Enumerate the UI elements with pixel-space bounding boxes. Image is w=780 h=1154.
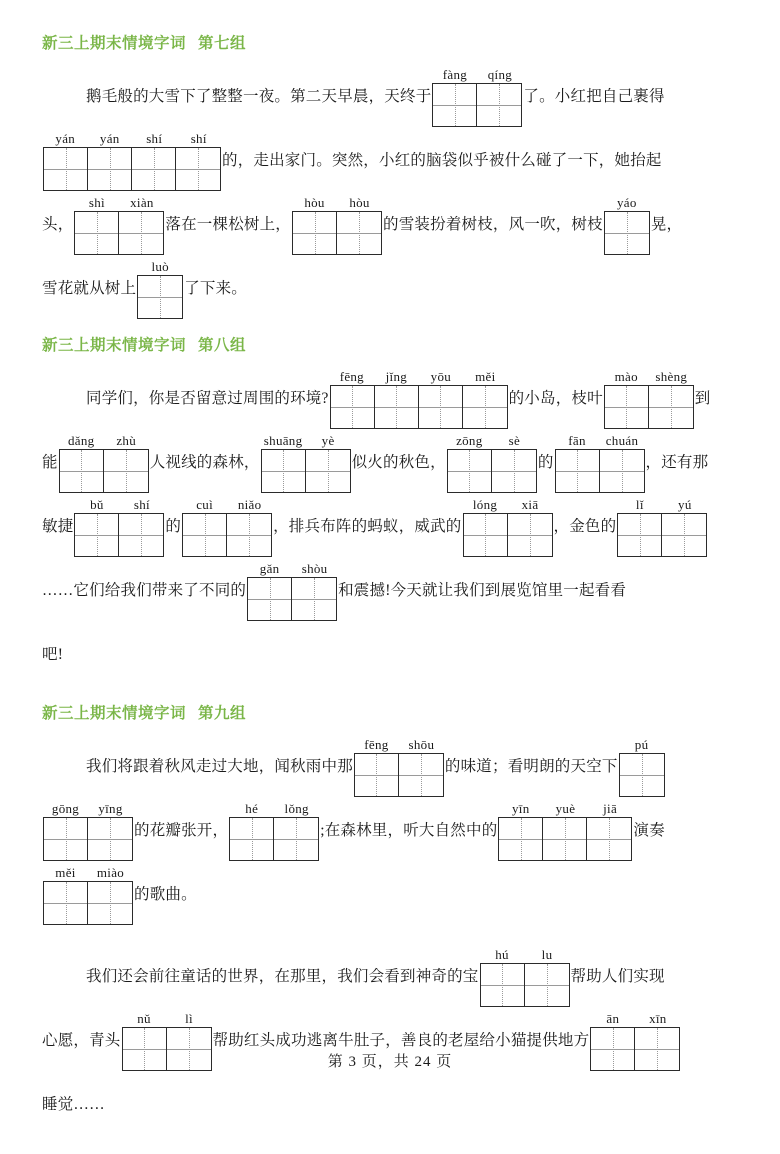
sentence-text: 的雪装扮着树枝，风一吹，树枝 (383, 215, 603, 233)
section-heading (42, 336, 742, 356)
character-cell[interactable] (464, 514, 508, 556)
pinyin-syllable: gōng (51, 800, 80, 816)
pinyin-writing-blank[interactable] (229, 801, 319, 861)
pinyin-writing-blank[interactable] (354, 737, 444, 797)
character-grid[interactable] (555, 449, 645, 493)
character-cell[interactable] (433, 84, 477, 126)
pinyin-writing-blank[interactable] (330, 369, 508, 429)
text-line (42, 862, 742, 926)
character-cell[interactable] (262, 450, 306, 492)
sentence-text: 敏捷 (42, 517, 74, 535)
page-footer: 第 3 页，共 24 页 (327, 1054, 453, 1070)
character-cell[interactable] (620, 754, 664, 796)
pinyin-syllable: yáo (616, 194, 637, 210)
pinyin-syllable: pú (634, 736, 649, 752)
pinyin-syllable: fēng (339, 368, 364, 384)
character-cell[interactable] (138, 276, 182, 318)
sentence-text: 心愿，青头 (42, 1032, 121, 1050)
text-line (42, 64, 742, 128)
character-cell[interactable] (248, 578, 292, 620)
pinyin-syllable: yīn (512, 800, 530, 816)
pinyin-writing-blank[interactable] (292, 195, 382, 255)
pinyin-syllable: yè (321, 432, 335, 448)
pinyin-row (261, 433, 351, 449)
pinyin-syllable: fēng (364, 736, 389, 752)
character-grid[interactable] (354, 753, 444, 797)
pinyin-writing-blank[interactable] (74, 195, 164, 255)
text-line (42, 430, 742, 494)
pinyin-syllable: shuāng (263, 432, 303, 448)
pinyin-writing-blank[interactable] (619, 737, 665, 797)
pinyin-syllable: chuán (605, 432, 639, 448)
character-cell[interactable] (132, 148, 176, 190)
sentence-text: 能 (42, 453, 58, 471)
pinyin-row (463, 497, 553, 513)
sentence-text: 吧! (42, 645, 64, 663)
pinyin-writing-blank[interactable] (555, 433, 645, 493)
section-group8 (42, 336, 742, 686)
sentence-text: 了下来。 (184, 279, 248, 297)
pinyin-syllable: hòu (349, 194, 370, 210)
character-grid[interactable] (617, 513, 707, 557)
character-cell[interactable] (44, 148, 88, 190)
pinyin-syllable: qíng (487, 66, 513, 82)
character-grid[interactable] (463, 513, 553, 557)
sentence-text: 到 (694, 389, 711, 407)
character-cell[interactable] (499, 818, 543, 860)
character-grid[interactable] (43, 817, 133, 861)
section-heading-title: 新三上期末情境字词 (42, 337, 187, 355)
character-grid[interactable] (447, 449, 537, 493)
character-cell[interactable] (481, 964, 525, 1006)
pinyin-syllable: shèng (655, 368, 688, 384)
character-cell[interactable] (375, 386, 419, 428)
pinyin-row (122, 1011, 212, 1027)
character-grid[interactable] (498, 817, 632, 861)
character-cell[interactable] (355, 754, 399, 796)
pinyin-syllable: bǔ (90, 496, 104, 512)
worksheet-content (42, 34, 742, 1154)
pinyin-syllable: hé (245, 800, 259, 816)
pinyin-syllable: yán (99, 130, 120, 146)
pinyin-row (292, 195, 382, 211)
character-grid[interactable] (74, 513, 164, 557)
pinyin-syllable: ān (606, 1010, 620, 1026)
character-grid[interactable] (182, 513, 272, 557)
pinyin-syllable: niǎo (237, 496, 262, 512)
character-cell[interactable] (88, 148, 132, 190)
pinyin-row (447, 433, 537, 449)
text-line (42, 558, 742, 622)
pinyin-syllable: yán (55, 130, 76, 146)
character-cell[interactable] (399, 754, 443, 796)
pinyin-syllable: lǐ (635, 496, 644, 512)
character-cell[interactable] (492, 450, 536, 492)
character-cell[interactable] (662, 514, 706, 556)
pinyin-syllable: lóng (472, 496, 498, 512)
sentence-text: 睡觉…… (42, 1096, 105, 1114)
text-line (42, 1072, 742, 1136)
pinyin-row (617, 497, 707, 513)
pinyin-syllable: fàng (442, 66, 468, 82)
character-grid[interactable] (432, 83, 522, 127)
pinyin-syllable: sè (508, 432, 521, 448)
sentence-text: 了。小红把自己裹得 (523, 87, 665, 105)
pinyin-syllable: hú (495, 946, 509, 962)
pinyin-syllable: jiā (603, 800, 618, 816)
pinyin-syllable: dǎng (67, 432, 95, 448)
sentence-text: 雪花就从树上 (42, 279, 137, 297)
pinyin-syllable: zōng (456, 432, 483, 448)
sentence-text: 我们将跟着秋风走过大地，闻秋雨中那 (86, 758, 353, 776)
pinyin-syllable: shí (190, 130, 207, 146)
pinyin-row (137, 259, 183, 275)
character-cell[interactable] (230, 818, 274, 860)
sentence-text: ，金色的 (553, 517, 617, 535)
pinyin-syllable: lǒng (284, 800, 309, 816)
pinyin-row (498, 801, 632, 817)
section-heading-group: 第七组 (198, 35, 247, 52)
pinyin-writing-blank[interactable] (480, 947, 570, 1007)
character-cell[interactable] (587, 818, 631, 860)
pinyin-row (590, 1011, 680, 1027)
pinyin-writing-blank[interactable] (432, 67, 522, 127)
pinyin-writing-blank[interactable] (463, 497, 553, 557)
character-cell[interactable] (649, 386, 693, 428)
character-grid[interactable] (480, 963, 570, 1007)
pinyin-row (43, 801, 133, 817)
pinyin-syllable: mào (614, 368, 638, 384)
character-cell[interactable] (477, 84, 521, 126)
character-grid[interactable] (619, 753, 665, 797)
pinyin-writing-blank[interactable] (74, 497, 164, 557)
character-cell[interactable] (119, 212, 163, 254)
pinyin-writing-blank[interactable] (43, 865, 133, 925)
pinyin-row (432, 67, 522, 83)
text-line (42, 798, 742, 862)
character-cell[interactable] (88, 882, 132, 924)
pinyin-row (330, 369, 508, 385)
sentence-text: 帮助人们实现 (570, 968, 665, 986)
character-grid[interactable] (43, 881, 133, 925)
character-cell[interactable] (419, 386, 463, 428)
pinyin-syllable: hòu (304, 194, 325, 210)
pinyin-writing-blank[interactable] (247, 561, 337, 621)
text-line (42, 192, 742, 256)
character-cell[interactable] (600, 450, 644, 492)
pinyin-syllable: yuè (555, 800, 576, 816)
character-cell[interactable] (183, 514, 227, 556)
character-cell[interactable] (119, 514, 163, 556)
character-cell[interactable] (331, 386, 375, 428)
character-cell[interactable] (44, 818, 88, 860)
sentence-text: 的，走出家门。突然，小红的脑袋似乎被什么碰了一下，她抬起 (222, 151, 662, 169)
character-cell[interactable] (306, 450, 350, 492)
pinyin-row (43, 131, 221, 147)
pinyin-syllable: yú (678, 496, 692, 512)
section-heading-title: 新三上期末情境字词 (42, 705, 187, 723)
pinyin-row (74, 195, 164, 211)
text-line (42, 944, 742, 1008)
pinyin-syllable: xiā (521, 496, 539, 512)
character-grid[interactable] (247, 577, 337, 621)
sentence-text: ;在森林里，听大自然中的 (320, 822, 498, 840)
character-cell[interactable] (227, 514, 271, 556)
pinyin-syllable: zhù (116, 432, 137, 448)
pinyin-syllable: fān (568, 432, 586, 448)
pinyin-syllable: měi (475, 368, 496, 384)
text-line (42, 494, 742, 558)
text-line (42, 256, 742, 320)
pinyin-row (43, 865, 133, 881)
character-grid[interactable] (604, 385, 694, 429)
sentence-text: 的花瓣张开， (134, 822, 229, 840)
character-cell[interactable] (618, 514, 662, 556)
pinyin-syllable: lu (541, 946, 553, 962)
pinyin-syllable: shòu (301, 560, 328, 576)
sentence-text: 我们还会前往童话的世界，在那里，我们会看到神奇的宝 (86, 968, 479, 986)
pinyin-writing-blank[interactable] (447, 433, 537, 493)
pinyin-row (619, 737, 665, 753)
pinyin-writing-blank[interactable] (43, 131, 221, 191)
character-cell[interactable] (508, 514, 552, 556)
character-cell[interactable] (60, 450, 104, 492)
text-line (42, 622, 742, 686)
sentence-text: 人视线的森林， (149, 453, 260, 471)
character-cell[interactable] (176, 148, 220, 190)
character-grid[interactable] (59, 449, 149, 493)
character-cell[interactable] (75, 514, 119, 556)
pinyin-row (229, 801, 319, 817)
sentence-text: 头， (42, 215, 74, 233)
section-heading (42, 34, 742, 54)
pinyin-syllable: měi (55, 864, 76, 880)
character-grid[interactable] (43, 147, 221, 191)
character-grid[interactable] (261, 449, 351, 493)
pinyin-syllable: cuì (196, 496, 213, 512)
character-cell[interactable] (293, 212, 337, 254)
character-cell[interactable] (605, 212, 649, 254)
character-cell[interactable] (44, 882, 88, 924)
pinyin-row (604, 369, 694, 385)
sentence-text: 落在一棵松树上， (165, 215, 292, 233)
pinyin-syllable: yīng (98, 800, 123, 816)
sentence-text: 的歌曲。 (134, 886, 197, 904)
sentence-text: 的小岛，枝叶 (508, 389, 603, 407)
pinyin-syllable: shì (88, 194, 105, 210)
sentence-text: 鹅毛般的大雪下了整整一夜。第二天早晨，天终于 (86, 87, 432, 105)
character-grid[interactable] (137, 275, 183, 319)
section-heading-title: 新三上期末情境字词 (42, 35, 187, 52)
sentence-text: ……它们给我们带来了不同的 (42, 581, 247, 599)
pinyin-row (354, 737, 444, 753)
pinyin-syllable: shí (146, 130, 163, 146)
section-group9 (42, 704, 742, 1136)
character-cell[interactable] (556, 450, 600, 492)
pinyin-writing-blank[interactable] (182, 497, 272, 557)
character-cell[interactable] (88, 818, 132, 860)
sentence-text: 演奏 (633, 822, 665, 840)
character-grid[interactable] (74, 211, 164, 255)
character-grid[interactable] (330, 385, 508, 429)
pinyin-syllable: yōu (430, 368, 452, 384)
pinyin-row (604, 195, 650, 211)
sentence-text: 和震撼!今天就让我们到展览馆里一起看看 (338, 581, 627, 599)
pinyin-syllable: nǔ (137, 1010, 151, 1026)
pinyin-writing-blank[interactable] (261, 433, 351, 493)
character-cell[interactable] (274, 818, 318, 860)
text-line (42, 128, 742, 192)
character-grid[interactable] (292, 211, 382, 255)
pinyin-row (74, 497, 164, 513)
pinyin-writing-blank[interactable] (604, 195, 650, 255)
section-heading-group: 第九组 (198, 705, 247, 723)
character-cell[interactable] (543, 818, 587, 860)
pinyin-row (480, 947, 570, 963)
pinyin-row (247, 561, 337, 577)
pinyin-writing-blank[interactable] (604, 369, 694, 429)
character-cell[interactable] (605, 386, 649, 428)
pinyin-syllable: shōu (408, 736, 435, 752)
pinyin-syllable: gǎn (259, 560, 280, 576)
pinyin-syllable: xīn (649, 1010, 667, 1026)
pinyin-writing-blank[interactable] (617, 497, 707, 557)
pinyin-syllable: shí (133, 496, 150, 512)
character-grid[interactable] (604, 211, 650, 255)
character-cell[interactable] (292, 578, 336, 620)
pinyin-writing-blank[interactable] (498, 801, 632, 861)
sentence-text: ，排兵布阵的蚂蚁，威武的 (273, 517, 462, 535)
character-cell[interactable] (75, 212, 119, 254)
sentence-text: 晃， (650, 215, 683, 233)
sentence-text: 同学们，你是否留意过周围的环境? (86, 389, 329, 407)
section-heading-group: 第八组 (198, 337, 247, 355)
pinyin-syllable: jǐng (385, 368, 408, 384)
sentence-text: 帮助红头成功逃离牛肚子，善良的老屋给小猫提供地方 (212, 1032, 590, 1050)
pinyin-row (59, 433, 149, 449)
text-line (42, 734, 742, 798)
sentence-text: 的 (537, 453, 554, 471)
pinyin-syllable: lì (185, 1010, 193, 1026)
text-line (42, 366, 742, 430)
sentence-text: 似火的秋色， (351, 453, 446, 471)
pinyin-syllable: miào (96, 864, 125, 880)
pinyin-writing-blank[interactable] (43, 801, 133, 861)
character-cell[interactable] (463, 386, 507, 428)
pinyin-writing-blank[interactable] (137, 259, 183, 319)
character-cell[interactable] (525, 964, 569, 1006)
pinyin-writing-blank[interactable] (59, 433, 149, 493)
sentence-text: 的味道；看明朗的天空下 (444, 758, 618, 776)
character-cell[interactable] (337, 212, 381, 254)
character-grid[interactable] (229, 817, 319, 861)
pinyin-row (182, 497, 272, 513)
section-group7 (42, 34, 742, 320)
pinyin-syllable: xiàn (130, 194, 154, 210)
character-cell[interactable] (104, 450, 148, 492)
pinyin-row (555, 433, 645, 449)
pinyin-syllable: luò (151, 258, 169, 274)
sentence-text: 的 (165, 517, 182, 535)
section-heading (42, 704, 742, 724)
sentence-text: ，还有那 (645, 453, 709, 471)
character-cell[interactable] (448, 450, 492, 492)
